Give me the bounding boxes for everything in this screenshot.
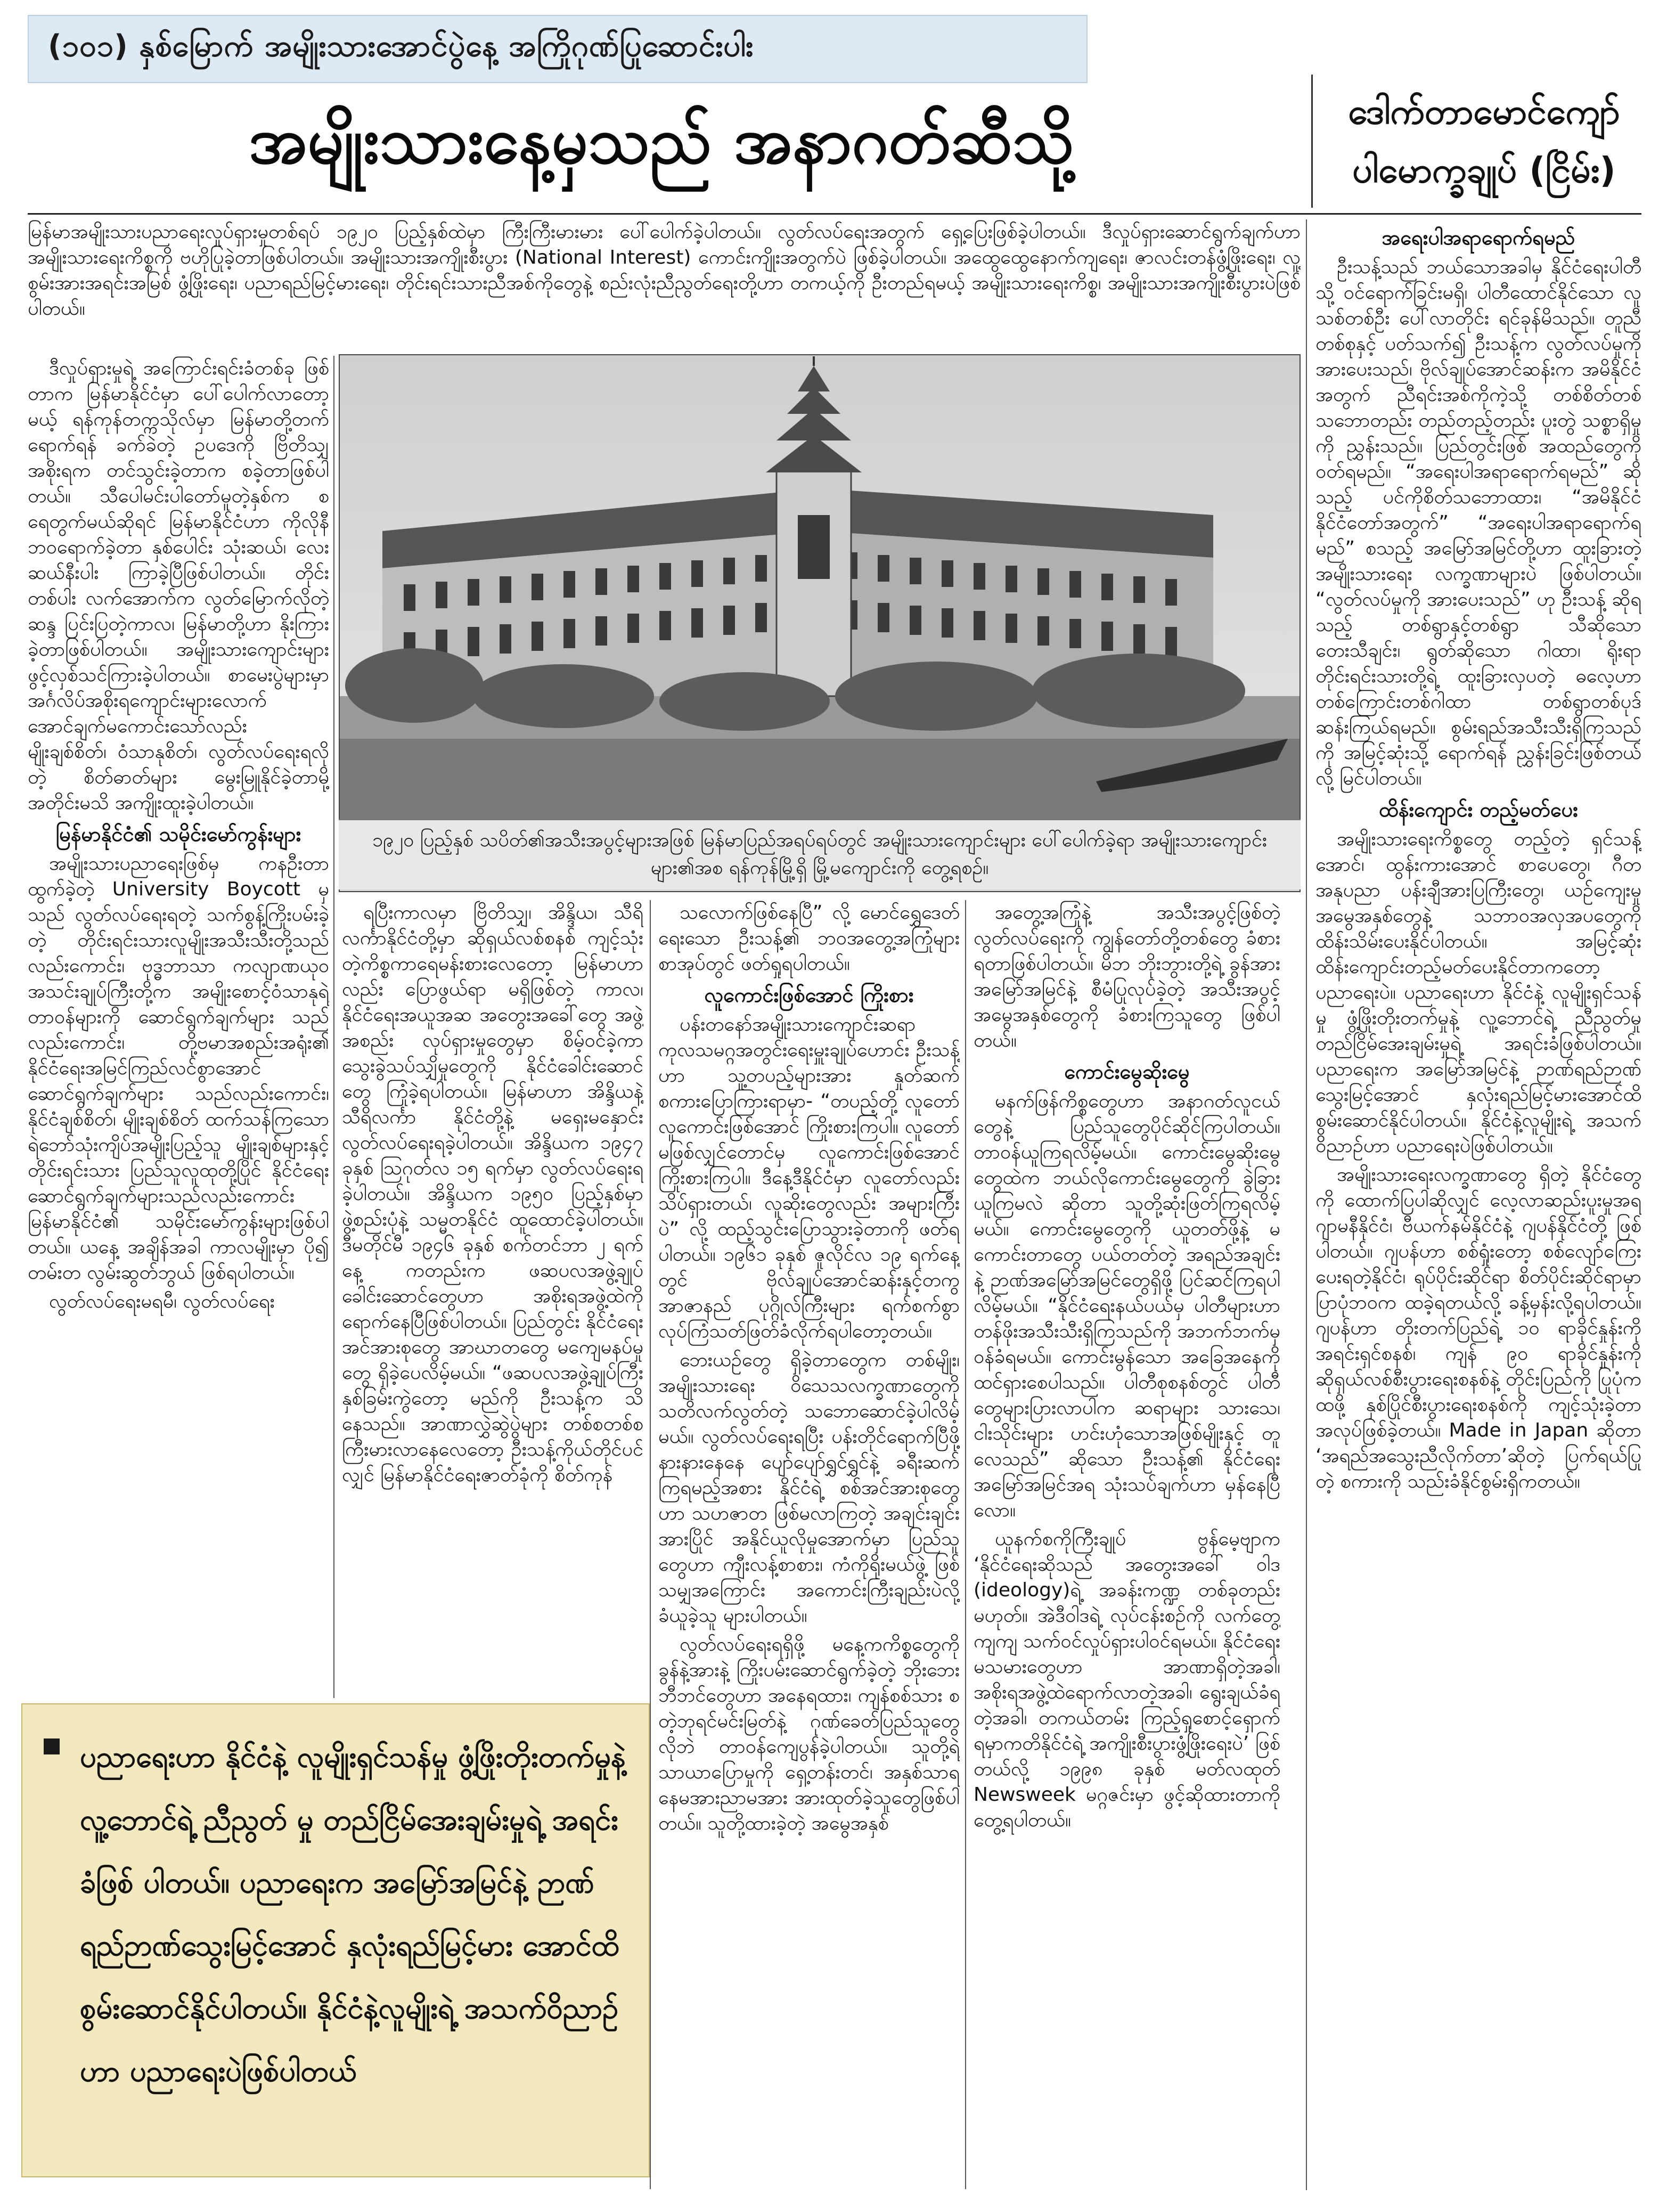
author-box xyxy=(1311,75,1641,208)
column-1-paragraph-2: အမျိုးသားပညာရေးဖြစ်မှ ကနဦးတာထွက်ခဲ့တဲ့ University Boycott မှသည် လွတ်လပ်ရေးရတဲ့ သက်စွန့်ကြိုးပမ်းခဲ့တဲ့ တိုင်းရင်းသားလူမျိုးအသီးသီးတို့သည်လည်းကောင်း၊ ဗုဒ္ဓဘာသာ ကလျာဏယုဝအသင်းချုပ်ကြီးတို့က အမျိုးစောင့်ဝံသာနုရဲ့တာဝန်များကို ဆောင်ရွက်ချက်များ သည်လည်းကောင်း၊ တို့ဗမာအစည်းအရုံး၏ နိုင်ငံရေးအမြင်ကြည်လင်စွာအောင် ဆောင်ရွက်ချက်များ သည်လည်းကောင်း၊ နိုင်ငံချစ်စိတ်၊ မျိုးချစ်စိတ် ထက်သန်ကြသော ရဲဘော်သုံးကျိပ်အမျိုးပြည့်သူ မျိုးချစ်များနှင့် တိုင်းရင်းသား ပြည်သူလူထုတို့ပြိုင် နိုင်ငံရေး ဆောင်ရွက်ချက်များသည်လည်းကောင်း မြန်မာနိုင်ငံ၏ သမိုင်းမော်ကွန်းများဖြစ်ပါတယ်။ ယနေ့ အချိန်အခါ ကာလမျိုးမှာ ပို၍ တမ်းတ လွမ်းဆွတ်ဘွယ် ဖြစ်ရပါတယ်။ xyxy=(28,853,329,1284)
column-5-paragraph-1: ဦးသန့်သည် ဘယ်သောအခါမှ နိုင်ငံရေးပါတီသို့ ဝင်ရောက်ခြင်းမရှိ၊ ပါတီထောင်နိုင်သော လူသစ်တစ်ဦး ပေါ်လာတိုင်း ရင်ခုန်မိသည်။ တူညီတစ်စုနှင့် ပတ်သက်၍ ဦးသန့်က လွတ်လပ်မှုကို အားပေးသည်၊ ဗိုလ်ချုပ်အောင်ဆန်းက အမိနိုင်ငံအတွက် ညီရင်းအစ်ကိုကဲ့သို့ တစ်စိတ်တစ်သဘောတည်း တည်တည့်တည်း ပူးတွဲ သစ္စာရှိမှုကို ညွှန်းသည်။ ပြည်တွင်းဖြစ် အထည်တွေကို ဝတ်ရမည်။ “အရေးပါအရာရောက်ရမည်” ဆိုသည့် ပင်ကိုစိတ်သဘောထား၊ “အမိနိုင်ငံ နိုင်ငံတော်အတွက်” “အရေးပါအရာရောက်ရမည်” စသည့် အမြော်အမြင်တို့ဟာ ထူးခြားတဲ့ အမျိုးသားရေး လက္ခဏာများပဲ ဖြစ်ပါတယ်။ “လွတ်လပ်မှုကို အားပေးသည်” ဟု ဦးသန့် ဆိုရသည့် တစ်ရွာနှင့်တစ်ရွာ သီဆိုသော တေးသီချင်း၊ ရွတ်ဆိုသော ဂါထာ၊ ရိုးရာ တိုင်းရင်းသားတို့ရဲ့ ထူးခြားလှပတဲ့ ဓလေ့ဟာ တစ်ကြောင်းတစ်ဂါထာ တစ်ရွာတစ်ပုဒ် ဆန်းကြယ်ရမည်။ စွမ်းရည်အသီးသီးရှိကြသည်ကို အမြင့်ဆုံးသို့ ရောက်ရန် ညွှန်းခြင်းဖြစ်တယ်လို့ မြင်ပါတယ်။ xyxy=(1315,256,1641,789)
column-4-paragraph-1: အတွေ့အကြုံနဲ့ အသီးအပွင့်ဖြစ်တဲ့ လွတ်လပ်ရေးကို ကျွန်တော်တို့တစ်တွေ ခံစားရတာဖြစ်ပါတယ်။ မိဘ ဘိုးဘွားတို့ရဲ့ ခွန်အား အမြော်အမြင်နဲ့ စီမံပြုလုပ်ခဲ့တဲ့ အသီးအပွင့် အမွေအနှစ်တွေကို ခံစားကြသူတွေ ဖြစ်ပါတယ်။ xyxy=(974,902,1280,1051)
series-banner: (၁၀၁) နှစ်မြောက် အမျိုးသားအောင်ပွဲနေ့ အကြိုဂုဏ်ပြုဆောင်းပါး xyxy=(28,15,1088,83)
photo-caption: ၁၉၂၀ ပြည့်နှစ် သပိတ်၏အသီးအပွင့်များအဖြစ် မြန်မာပြည်အရပ်ရပ်တွင် အမျိုးသားကျောင်းများ ပေါ်ပေါက်ခဲ့ရာ အမျိုးသားကျောင်းများ၏အစ ရန်ကုန်မြို့ရှိ မြို့မကျောင်းကို တွေ့ရစဉ်။ xyxy=(339,819,1301,889)
section-heading-history: မြန်မာနိုင်ငံ၏ သမိုင်းမော်ကွန်းများ xyxy=(55,822,301,846)
column-divider xyxy=(333,356,334,1698)
pull-quote-box xyxy=(21,1703,650,2177)
column-1-paragraph-3: လွတ်လပ်ရေးမရမီ၊ လွတ်လပ်ရေး xyxy=(49,1291,275,1312)
pull-quote-text: ပညာရေးဟာ နိုင်ငံနဲ့ လူမျိုးရှင်သန်မှု ဖွံ့ဖြိုးတိုးတက်မှုနဲ့ လူ့ဘောင်ရဲ့ ညီညွတ် မှု တည်ငြိမ်အေးချမ်းမှုရဲ့ အရင်းခံဖြစ် ပါတယ်။ ပညာရေးက အမြော်အမြင်နဲ့ ဉာဏ်ရည်ဉာဏ်သွေးမြင့်အောင် နှလုံးရည်မြင့်မား အောင်ထိ စွမ်းဆောင်နိုင်ပါတယ်။ နိုင်ငံနဲ့လူမျိုးရဲ့ အသက်ဝိညာဉ်ဟာ ပညာရေးပဲဖြစ်ပါတယ် xyxy=(80,1740,626,2088)
section-heading-importance: အရေးပါအရာရောက်ရမည် xyxy=(1382,226,1575,249)
section-heading-good-person: လူကောင်းဖြစ်အောင် ကြိုးစား xyxy=(704,983,914,1007)
author-title: ပါမောက္ခချုပ် (ငြိမ်း) xyxy=(1352,150,1616,191)
column-5 xyxy=(1315,219,1641,2190)
column-4-paragraph-2: မနက်ဖြန်ကိစ္စတွေဟာ အနာဂတ်လူငယ်တွေနဲ့ ပြည်သူတွေပိုင်ဆိုင်ကြပါတယ်။ တာဝန်ယူကြရလိမ့်မယ်။ ကောင်းမွေဆိုးမွေတွေထဲက ဘယ်လိုကောင်းမွေတွေကို ခွဲခြားယူကြမလဲ ဆိုတာ သူတို့ဆုံးဖြတ်ကြရလိမ့်မယ်။ ကောင်းမွေတွေကို ယူတတ်ဖို့နဲ့ မကောင်းတာတွေ ပယ်တတ်တဲ့ အရည်အချင်းနဲ့ ဉာဏ်အမြော်အမြင်တွေရှိဖို့ ပြင်ဆင်ကြရပါလိမ့်မယ်။ “နိုင်ငံရေးနယ်ပယ်မှ ပါတီများဟာ တန်ဖိုးအသီးသီးရှိကြသည်ကို အဘက်ဘက်မှ ဝန်ခံရမယ်။ ကောင်းမွန်သော အခြေအနေကို ထင်ရှားစေပါသည်။ ပါတီစုစနစ်တွင် ပါတီတွေများပြားလာပါက ဆရာများ သားသေ၊ ငါးသိုင်းများ ဟင်းဟုံသောအဖြစ်မျိုးနှင့် တူလေသည်” ဆိုသော ဦးသန့်၏ နိုင်ငံရေး အမြော်အမြင်အရ သုံးသပ်ချက်ဟာ မှန်နေပြီလော။ xyxy=(974,1090,1280,1521)
column-divider xyxy=(650,900,651,2189)
column-3-paragraph-1: သလောက်ဖြစ်နေပြီ” လို့ မောင်ရွှေဒေတ် ရေးသော ဦးသန့်၏ ဘဝအတွေ့အကြုံများ စာအုပ်တွင် ဖတ်ရှုရပါတယ်။ xyxy=(658,902,960,975)
bullet-square-icon xyxy=(44,1738,60,1754)
column-5-paragraph-3: အမျိုးသားရေးလက္ခဏာတွေ ရှိတဲ့ နိုင်ငံတွေကို ထောက်ပြပါဆိုလျှင် လေ့လာဆည်းပူးမှုအရ ဂျာမနီနိုင်ငံ၊ ဗီယက်နမ်နိုင်ငံနဲ့ ဂျပန်နိုင်ငံတို့ ဖြစ်ပါတယ်။ ဂျပန်ဟာ စစ်ရှုံးတော့ စစ်လျော်ကြေးပေးရတဲ့နိုင်ငံ၊ ရုပ်ပိုင်းဆိုင်ရာ စိတ်ပိုင်းဆိုင်ရာမှာ ပြာပုံဘဝက ထခဲ့ရတယ်လို့ ခန့်မှန်းလို့ရပါတယ်။ ဂျပန်ဟာ တိုးတက်ပြည်ရဲ့ ၁၀ ရာခိုင်နှုန်းကို အရင်းရှင်စနစ်၊ ကျန် ၉၀ ရာခိုင်နှုန်းကို ဆိုရှယ်လစ်စီးပွားရေးစနစ်နဲ့ တိုင်းပြည်ကို ပြုပုံကထဖို့ နှစ်ပြိုင်စီးပွားရေးစနစ်ကို ကျင့်သုံးခဲ့တာ အလုပ်ဖြစ်ခဲ့တယ်။ Made in Japan ဆိုတာ ‘အရည်အသွေးညီလိုက်တာ’ဆိုတဲ့ ပြက်ရယ်ပြုတဲ့ စကားကို သည်းခံနိုင်စွမ်းရှိကတယ်။ xyxy=(1315,1164,1641,1492)
column-2-paragraph-1: ရပြီးကာလမှာ ဗြိတိသျှ၊ အိန္ဒိယ၊ သီရိလင်္ကာနိုင်ငံတို့မှာ ဆိုရှယ်လစ်စနစ် ကျင့်သုံးတဲ့ကိစ္စကာရေမန်းစားလေတော့ မြန်မာဟာလည်း ပြောဖွယ်ရာ မရှိဖြစ်တဲ့ ကာလ၊ နိုင်ငံရေးအယူအဆ အတွေးအခေါ်တွေ အဖွဲ့အစည်း လုပ်ရှားမှုတွေမှာ စိမ့်ဝင်ခဲ့ကာ သွေးခွဲသပ်သျှိမှုတွေကို နိုင်ငံခေါင်းဆောင်တွေ ကြုံခဲ့ရပါတယ်။ မြန်မာဟာ အိန္ဒိယနဲ့ သီရိလင်္ကာ နိုင်ငံတို့နဲ့ မရှေးမနှောင်း လွတ်လပ်ရေးရခဲ့ပါတယ်။ အိန္ဒိယက ၁၉၄၇ ခုနှစ် ဩဂုတ်လ ၁၅ ရက်မှာ လွတ်လပ်ရေးရခဲ့ပါတယ်။ အိန္ဒိယက ၁၉၅၀ ပြည့်နှစ်မှာ ဖွဲ့စည်းပုံနဲ့ သမ္မတနိုင်ငံ ထူထောင်ခဲ့ပါတယ်။ ဒီမတိုင်မီ ၁၉၄၆ ခုနှစ် စက်တင်ဘာ ၂ ရက်နေ့ ကတည်းက ဖဆပလအဖွဲ့ချုပ်ခေါင်းဆောင်တွေဟာ အစိုးရအဖွဲ့ထဲကို ရောက်နေပြီဖြစ်ပါတယ်။ ပြည်တွင်း နိုင်ငံရေးအင်အားစုတွေ အာဃာတတွေ မကျေမနပ်မှုတွေ ရှိခဲ့ပေလိမ့်မယ်။ “ဖဆပလအဖွဲ့ချုပ်ကြီး နှစ်ခြမ်းကွဲတော့ မည်ကို ဦးသန့်က သိနေသည်။ အာဏာလွှဲဆွဲပွဲများ တစ်စတစ်စ ကြီးမားလာနေလေတော့ ဦးသန့်ကိုယ်တိုင်ပင်လျှင် မြန်မာနိုင်ငံရေးဇာတ်ခုံကို စိတ်ကုန် xyxy=(342,902,643,1486)
column-divider xyxy=(1306,219,1307,2190)
column-2 xyxy=(342,900,643,1698)
column-1 xyxy=(28,356,329,1698)
school-building-illustration xyxy=(340,355,1301,824)
column-3-paragraph-4: လွတ်လပ်ရေးရရှိဖို့ မနေ့ကကိစ္စတွေကို ခွန်နဲ့အားနဲ့ ကြိုးပမ်းဆောင်ရွက်ခဲ့တဲ့ ဘိုးဘေးဘီဘင်တွေဟာ အနေရထား၊ ကျန်စစ်သား စတဲ့ဘုရင်မင်းမြတ်နဲ့ ဂုဏ်ခေတ်ပြည်သူတွေလိုဘဲ တာဝန်ကျေပွန်ခဲ့ပါတယ်။ သူတို့ရဲ့ သာယာပြောမှုကို ရှေ့တန်းတင်၊ အနှစ်သာရနေမအားညာမအား အားထုတ်ခဲ့သူတွေဖြစ်ပါတယ်။ သူတို့ထားခဲ့တဲ့ အမွေအနှစ် xyxy=(658,1634,960,1834)
column-1-paragraph-1: ဒီလှုပ်ရှားမှုရဲ့ အကြောင်းရင်းခံတစ်ခု ဖြစ်တာက မြန်မာနိုင်ငံမှာ ပေါ်ပေါက်လာတော့မယ့် ရန်ကုန်တက္ကသိုလ်မှာ မြန်မာတို့တက်ရောက်ရန် ခက်ခဲတဲ့ ဥပဒေကို ဗြိတိသျှအစိုးရက တင်သွင်းခဲ့တာက စခဲ့တာဖြစ်ပါတယ်။ သီပေါမင်းပါတော်မူတဲ့နှစ်က စရေတွက်မယ်ဆိုရင် မြန်မာနိုင်ငံဟာ ကိုလိုနီဘဝရောက်ခဲ့တာ နှစ်ပေါင်း သုံးဆယ်၊ လေးဆယ်နီးပါး ကြာခဲ့ပြီဖြစ်ပါတယ်။ တိုင်းတစ်ပါး လက်အောက်က လွတ်မြောက်လိုတဲ့ဆန္ဒ ပြင်းပြတဲ့ကာလ၊ မြန်မာတို့ဟာ နိုးကြားခဲ့တာဖြစ်ပါတယ်။ အမျိုးသားကျောင်းများ ဖွင့်လှစ်သင်ကြားခဲ့ပါတယ်။ စာမေးပွဲများမှာ အင်္ဂလိပ်အစိုးရကျောင်းများလောက် အောင်ချက်မကောင်းသော်လည်း မျိုးချစ်စိတ်၊ ဝံသာနုစိတ်၊ လွတ်လပ်ရေးရလိုတဲ့ စိတ်ဓာတ်များ မွေးမြူနိုင်ခဲ့တာမို့ အတိုင်းမသိ အကျိုးထူးခဲ့ပါတယ်။ xyxy=(28,357,329,814)
top-divider xyxy=(28,213,1641,215)
author-name: ဒေါက်တာမောင်ကျော် xyxy=(1348,91,1620,132)
intro-paragraph: မြန်မာအမျိုးသားပညာရေးလှုပ်ရှားမှုတစ်ရပ် ၁၉၂၀ ပြည့်နှစ်ထဲမှာ ကြီးကြီးမားမား ပေါ်ပေါက်ခဲ့ပါတယ်။ လွတ်လပ်ရေးအတွက် ရှေ့ပြေးဖြစ်ခဲ့ပါတယ်။ ဒီလှုပ်ရှားဆောင်ရွက်ချက်ဟာ အမျိုးသားရေးကိစ္စကို ဗဟိုပြုခဲ့တာဖြစ်ပါတယ်။ အမျိုးသားအကျိုးစီးပွား (National Interest) ကောင်းကျိုးအတွက်ပဲ ဖြစ်ခဲ့ပါတယ်။ အထွေထွေနောက်ကျရေး၊ ဇာလင်းတန်ဖွံ့ဖြိုးရေး၊ လူ့စွမ်းအားအရင်းအမြစ် ဖွံ့ဖြိုးရေး၊ ပညာရည်မြင့်မားရေး၊ တိုင်းရင်းသားညီအစ်ကိုတွေနဲ့ စည်းလုံးညီညွတ်ရေးတို့ဟာ တကယ့်ကို ဦးတည်ရမယ့် အမျိုးသားရေးကိစ္စ၊ အမျိုးသားအကျိုးစီးပွားပဲဖြစ်ပါတယ်။ xyxy=(28,221,1301,320)
column-4 xyxy=(974,900,1280,2189)
column-3-paragraph-3: ဘေးယဉ်တွေ ရှိခဲ့တာတွေက တစ်မျိုး၊ အမျိုးသားရေး ဝိသေသလက္ခဏာတွေကို သတိလက်လွတ်တဲ့ သဘောဆောင်ခဲ့ပါလိမ့်မယ်။ လွတ်လပ်ရေးရပြီး ပန်းတိုင်ရောက်ပြီဖို့ နားနားနေနေ ပျော်ပျော်ရွှင်ရွှင်နဲ့ ခရီးဆက်ကြရမည့်အစား နိုင်ငံရဲ့ စစ်အင်အားစုတွေဟာ သဟဇာတ ဖြစ်မလာကြတဲ့ အချင်းချင်း အားပြိုင် အနိုင်ယူလိုမှုအောက်မှာ ပြည်သူတွေဟာ ကျီးလန့်စာစား၊ ကံကိုရိုးမယ်ဖွဲ့ ဖြစ်သမျှအကြောင်း အကောင်းကြီးချည်းပဲလို့ ခံယူခဲ့သူ များပါတယ်။ xyxy=(658,1349,960,1627)
column-divider xyxy=(965,900,966,2189)
column-5-paragraph-2: အမျိုးသားရေးကိစ္စတွေ တည့်တဲ့ ရှင်သန့်အောင်၊ ထွန်းကားအောင် စာပေတွေ၊ ဂီတအနုပညာ ပန်းချီအားပြကြီးတွေ၊ ယဉ်ကျေးမှုအမွေအနှစ်တွေနဲ့ သဘာဝအလှအပတွေကို ထိန်းသိမ်းပေးနိုင်ပါတယ်။ အမြင့်ဆုံးထိန်းကျောင်းတည့်မတ်ပေးနိုင်တာကတော့ ပညာရေးပဲ။ ပညာရေးဟာ နိုင်ငံနဲ့ လူမျိုးရှင်သန်မှု ဖွံ့ဖြိုးတိုးတက်မှုနဲ့ လူ့ဘောင်ရဲ့ ညီညွတ်မှု တည်ငြိမ်အေးချမ်းမှုရဲ့ အရင်းခံဖြစ်ပါတယ်။ ပညာရေးက အမြော်အမြင်နဲ့ ဉာဏ်ရည်ဉာဏ်သွေးမြင့်အောင် နှလုံးရည်မြင့်မားအောင်ထိ စွမ်းဆောင်နိုင်ပါတယ်။ နိုင်ငံနဲ့လူမျိုးရဲ့ အသက်ဝိညာဉ်ဟာ ပညာရေးပဲဖြစ်ပါတယ်။ xyxy=(1315,828,1641,1157)
section-heading-legacy: ကောင်းမွေဆိုးမွေ xyxy=(1064,1060,1190,1083)
column-3-paragraph-2: ပန်းတနော်အမျိုးသားကျောင်းဆရာ ကုလသမဂ္ဂအတွင်းရေးမှူးချုပ်ဟောင်း ဦးသန့်ဟာ သူ့တပည့်များအား နှုတ်ဆက်စကားပြောကြားရာမှာ- “တပည့်တို့ လူတော်လူကောင်းဖြစ်အောင် ကြိုးစားကြပါ။ လူတော်မဖြစ်လျှင်တောင်မှ လူကောင်းဖြစ်အောင် ကြိုးစားကြပါ။ ဒီနေ့ဒီနိုင်ငံမှာ လူတော်လည်း သိပ်ရှားတယ်၊ လူဆိုးတွေလည်း အများကြီးပဲ” လို့ ထည့်သွင်းပြောသွားခဲ့တာကို ဖတ်ရပါတယ်။ ၁၉၆၁ ခုနှစ် ဇူလိုင်လ ၁၉ ရက်နေ့တွင် ဗိုလ်ချုပ်အောင်ဆန်းနှင့်တကွ အာဇာနည် ပုဂ္ဂိုလ်ကြီးများ ရက်စက်စွာ လုပ်ကြံသတ်ဖြတ်ခံလိုက်ရပါတော့တယ်။ xyxy=(658,1014,960,1342)
column-3 xyxy=(658,900,960,2189)
page-title: အမျိုးသားနေ့မှသည် အနာဂတ်ဆီသို့ xyxy=(249,103,1074,178)
column-4-paragraph-3: ယူနက်စကိုကြီးချုပ် ဗွန်မေ့ဗျာက ‘နိုင်ငံရေးဆိုသည် အတွေးအခေါ် ဝါဒ (ideology)ရဲ့ အခန်းကဏ္ဍ တစ်ခုတည်းမဟုတ်။ အဲဒီဝါဒရဲ့ လုပ်ငန်းစဉ်ကို လက်တွေ့ကျကျ သက်ဝင်လှုပ်ရှားပါဝင်ရမယ်။ နိုင်ငံရေးမသမားတွေဟာ အာဏာရှိတဲ့အခါ၊ အစိုးရအဖွဲ့ထဲရောက်လာတဲ့အခါ၊ ရွေးချယ်ခံရတဲ့အခါ၊ တကယ်တမ်း ကြည့်ရှုစောင့်ရှောက်ရမှာကတိနိုင်ငံရဲ့ အကျိုးစီးပွားဖွံ့ဖြိုးရေးပဲ’ ဖြစ်တယ်လို့ ၁၉၉၈ ခုနှစ် မတ်လထုတ် Newsweek မဂ္ဂဇင်းမှာ ဖွင့်ဆိုထားတာကို တွေ့ရပါတယ်။ xyxy=(974,1528,1280,1831)
school-photo xyxy=(339,354,1301,892)
section-heading-guidance: ထိန်းကျောင်း တည့်မတ်ပေး xyxy=(1379,798,1578,821)
